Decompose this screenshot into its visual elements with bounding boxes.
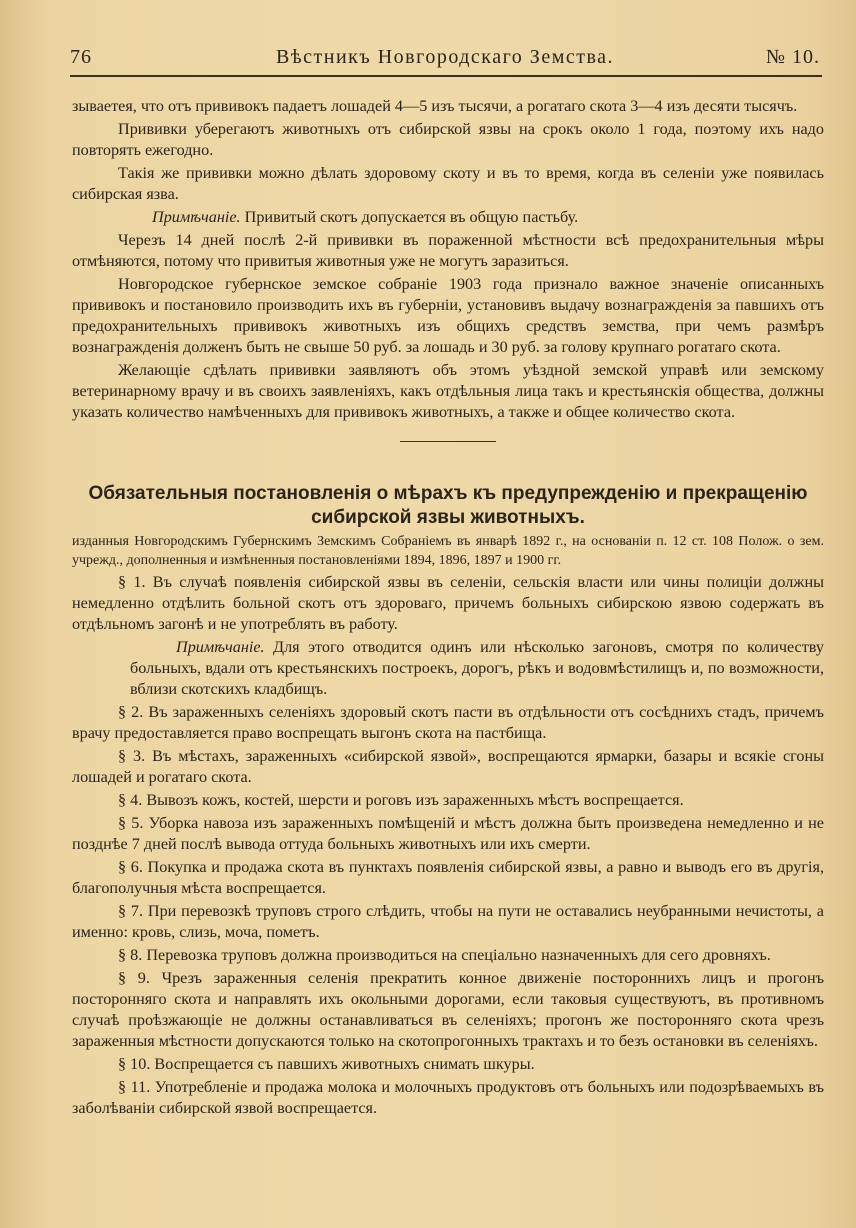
page-body <box>72 96 824 1121</box>
note-text: Привитый скотъ допускается въ общую пастьбу. <box>244 208 579 226</box>
rule-paragraph: § 7. При перевозкѣ труповъ строго слѣдить, чтобы на пути не оставались неубранными нечистоты, а именно: кровь, слизь, моча, пометъ. <box>72 902 824 941</box>
paragraph: зываетея, что отъ прививокъ падаетъ лошадей 4—5 изъ тысячи, а рогатаго скота 3—4 изъ десяти тысячъ. <box>72 97 798 115</box>
paragraph: Такія же прививки можно дѣлать здоровому скоту и въ то время, когда въ селеніи уже появилась сибирская язва. <box>72 164 824 203</box>
rule-paragraph: § 4. Вывозъ кожъ, костей, шерсти и роговъ изъ зараженныхъ мѣстъ воспрещается. <box>118 791 684 809</box>
paragraph: Черезъ 14 дней послѣ 2-й прививки въ пораженной мѣстности всѣ предохранительныя мѣры отмѣняются, потому что привитыя животныя уже не могутъ заразиться. <box>72 231 824 270</box>
section-subheading: изданныя Новгородскимъ Губернскимъ Земскимъ Собраніемъ въ январѣ 1892 г., на основаніи п. 12 ст. 108 Полож. о зем. учрежд., дополненныя и измѣненныя постановленіями 1894, 1896, 1897 и 1900 гг. <box>72 534 824 568</box>
rule-paragraph: § 5. Уборка навоза изъ зараженныхъ помѣщеній и мѣстъ должна быть произведена немедленно и не позднѣе 7 дней послѣ вывода оттуда больныхъ животныхъ или ихъ смерти. <box>72 814 824 853</box>
rule-paragraph: § 9. Чрезъ зараженныя селенія прекратить конное движеніе постороннихъ лицъ и прогонъ посторонняго скота и направлять ихъ окольными дорогами, если таковыя существуютъ, въ противномъ случаѣ проѣзжающіе не должны останавливаться въ селеніяхъ; прогонъ же посторонняго скота чрезъ зараженныя мѣстности допускаются только на скотопрогонныхъ трактахъ и то безъ остановки въ селеніяхъ. <box>72 969 824 1050</box>
paragraph: Прививки уберегаютъ животныхъ отъ сибирской язвы на срокъ около 1 года, поэтому ихъ надо повторять ежегодно. <box>72 120 824 159</box>
rule-paragraph: § 1. Въ случаѣ появленія сибирской язвы въ селеніи, сельскія власти или чины полиціи должны немедленно отдѣлить больной скотъ отъ здороваго, причемъ больныхъ сибирскою язвою содержать въ отдѣльномъ загонѣ и не употреблять въ работу. <box>72 573 824 633</box>
note-label: Примѣчаніе. <box>152 208 241 226</box>
note-block <box>72 637 824 700</box>
rule-paragraph: § 11. Употребленіе и продажа молока и молочныхъ продуктовъ отъ больныхъ или подозрѣваемыхъ въ заболѣваніи сибирской язвой воспрещается. <box>72 1078 824 1117</box>
paragraph: Новгородское губернское земское собраніе 1903 года признало важное значеніе описанныхъ прививокъ и постановило производить ихъ въ губерніи, установивъ выдачу вознагражденія за павшихъ отъ предохранительныхъ прививокъ животныхъ изъ общихъ средствъ земства, при чемъ размѣръ вознагражденія долженъ быть не свыше 50 руб. за лошадь и 30 руб. за голову крупнаго рогатаго скота. <box>72 275 824 356</box>
rule-paragraph: § 2. Въ зараженныхъ селеніяхъ здоровый скотъ пасти въ отдѣльности отъ сосѣднихъ стадъ, причемъ врачу предоставляется право воспрещать выгонъ скота на пастбища. <box>72 703 824 742</box>
note-text: Для этого отводится одинъ или нѣсколько загоновъ, смотря по количеству больныхъ, вдали отъ крестьянскихъ построекъ, дорогъ, рѣкъ и водовмѣстилищъ и, по возможности, вблизи скотскихъ кладбищъ. <box>130 638 824 698</box>
section-separator <box>400 441 496 442</box>
issue-number: № 10. <box>765 46 820 68</box>
section-heading: Обязательныя постановленія о мѣрахъ къ предупрежденію и прекращенію сибирской язвы животныхъ. <box>88 483 808 528</box>
rule-paragraph: § 3. Въ мѣстахъ, зараженныхъ «сибирской язвой», воспрещаются ярмарки, базары и всякіе сгоны лошадей и рогатаго скота. <box>72 747 824 786</box>
page-number: 76 <box>70 46 92 68</box>
rule-paragraph: § 6. Покупка и продажа скота въ пунктахъ появленія сибирской язвы, а равно и выводъ его въ другія, благополучныя мѣста воспрещается. <box>72 858 824 897</box>
note-paragraph <box>130 637 824 700</box>
running-header <box>70 46 820 72</box>
note-label: Примѣчаніе. <box>176 638 265 656</box>
paragraph: Желающіе сдѣлать прививки заявляютъ объ этомъ уѣздной земской управѣ или земскому ветеринарному врачу и въ своихъ заявленіяхъ, какъ отдѣльныя лица такъ и крестьянскія общества, должны указать количество намѣченныхъ для прививокъ животныхъ, а также и общее количество скота. <box>72 361 824 421</box>
journal-title: Вѣстникъ Новгородскаго Земства. <box>275 46 615 68</box>
note-paragraph <box>72 207 824 228</box>
header-rule <box>70 75 822 77</box>
rule-paragraph: § 10. Воспрещается съ павшихъ животныхъ снимать шкуры. <box>118 1055 535 1073</box>
rule-paragraph: § 8. Перевозка труповъ должна производиться на спеціально назначенныхъ для сего дровняхъ. <box>118 946 771 964</box>
